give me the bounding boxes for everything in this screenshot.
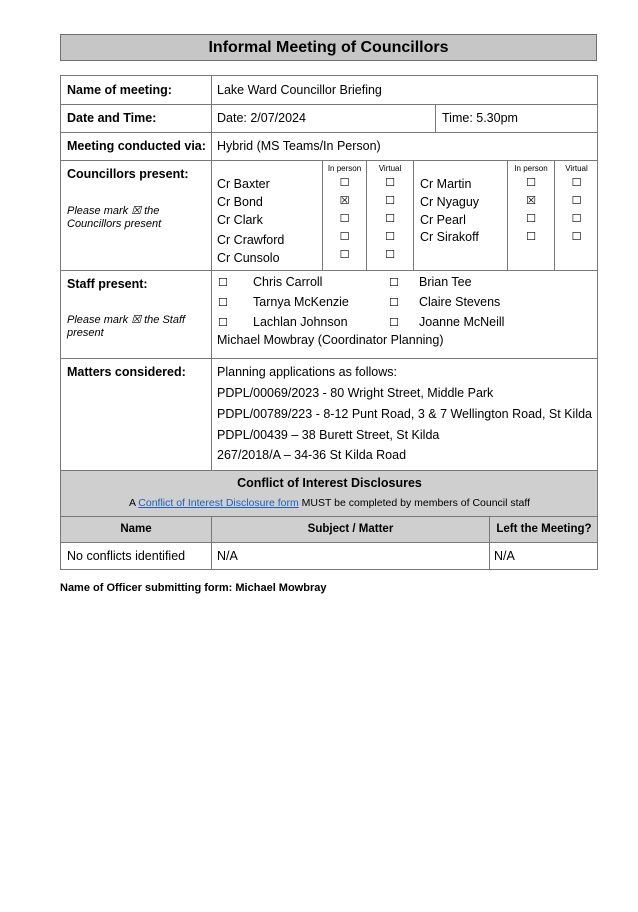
- councillor-name: Cr Nyaguy: [420, 195, 480, 209]
- councillors-hint: Please mark ☒ the Councillors present: [67, 205, 162, 230]
- staff-label: Staff present:: [67, 277, 148, 291]
- matters-line: PDPL/00439 – 38 Burett Street, St Kilda: [217, 428, 440, 442]
- row-divider: [61, 104, 597, 105]
- staff-name: Chris Carroll: [253, 275, 323, 289]
- staff-checkbox[interactable]: ☐: [218, 296, 228, 309]
- staff-extra: Michael Mowbray (Coordinator Planning): [217, 333, 444, 347]
- in-person-checkbox[interactable]: ☐: [526, 212, 536, 225]
- staff-name: Brian Tee: [419, 275, 472, 289]
- form-title: Informal Meeting of Councillors: [60, 34, 597, 61]
- staff-name: Claire Stevens: [419, 295, 501, 309]
- row-divider: [61, 470, 597, 471]
- virtual-header: Virtual: [378, 164, 402, 173]
- councillor-name: Cr Crawford: [217, 233, 285, 247]
- staff-name: Lachlan Johnson: [253, 315, 348, 329]
- in-person-header: In person: [327, 164, 362, 173]
- virtual-checkbox[interactable]: ☐: [385, 212, 395, 225]
- virtual-checkbox[interactable]: ☐: [571, 194, 582, 207]
- staff-checkbox[interactable]: ☐: [389, 316, 399, 329]
- in-person-checkbox[interactable]: ☒: [339, 194, 350, 207]
- staff-checkbox[interactable]: ☐: [389, 276, 399, 289]
- conflict-row-name: No conflicts identified: [67, 549, 186, 563]
- in-person-checkbox[interactable]: ☐: [526, 176, 536, 189]
- label-column-divider: [211, 76, 212, 470]
- conflict-note-prefix: A: [128, 497, 139, 509]
- councillor-name: Cr Pearl: [420, 213, 466, 227]
- col-header-left-meeting: Left the Meeting?: [496, 523, 592, 535]
- in-person-checkbox[interactable]: ☐: [339, 176, 350, 189]
- row-divider: [61, 270, 597, 271]
- matters-line: 267/2018/A – 34-36 St Kilda Road: [217, 448, 407, 462]
- councillor-name: Cr Sirakoff: [420, 230, 479, 244]
- in-person-checkbox[interactable]: ☐: [526, 230, 536, 243]
- in-person-header: In person: [514, 164, 548, 173]
- councillor-divider: [413, 160, 414, 270]
- councillor-name: Cr Baxter: [217, 177, 270, 191]
- matters-line: PDPL/00069/2023 - 80 Wright Street, Middle Park: [217, 386, 494, 400]
- col-header-name: Name: [120, 523, 152, 535]
- in-person-checkbox[interactable]: ☐: [339, 212, 350, 225]
- matters-line: Planning applications as follows:: [217, 365, 397, 379]
- row-divider: [61, 542, 597, 543]
- staff-name: Joanne McNeill: [419, 315, 505, 329]
- virtual-checkbox[interactable]: ☐: [385, 230, 395, 243]
- meeting-name-label: Name of meeting:: [67, 83, 172, 97]
- conflict-row-left: N/A: [494, 549, 515, 563]
- time-value: Time: 5.30pm: [442, 111, 518, 125]
- meeting-via-value: Hybrid (MS Teams/In Person): [217, 139, 381, 153]
- virtual-checkbox[interactable]: ☐: [571, 212, 582, 225]
- meeting-name-value: Lake Ward Councillor Briefing: [217, 83, 382, 97]
- footer-officer: Name of Officer submitting form: Michael Mowbray: [60, 582, 327, 594]
- matters-line: PDPL/00789/223 - 8-12 Punt Road, 3 & 7 Wellington Road, St Kilda: [217, 407, 593, 421]
- staff-hint: Please mark ☒ the Staff present: [67, 314, 186, 339]
- row-divider: [61, 516, 597, 517]
- matters-label: Matters considered:: [67, 365, 186, 379]
- conflict-note: [61, 497, 598, 510]
- staff-checkbox[interactable]: ☐: [218, 276, 228, 289]
- virtual-checkbox[interactable]: ☐: [571, 176, 582, 189]
- datetime-label: Date and Time:: [67, 111, 157, 125]
- meeting-form: [60, 75, 598, 570]
- in-person-checkbox[interactable]: ☒: [526, 194, 536, 207]
- councillors-label: Councillors present:: [67, 167, 189, 181]
- staff-name: Tarnya McKenzie: [253, 295, 349, 309]
- staff-checkbox[interactable]: ☐: [218, 316, 228, 329]
- conflict-note-suffix: MUST be completed by members of Council staff: [298, 497, 531, 509]
- virtual-header: Virtual: [565, 164, 588, 173]
- councillor-name: Cr Cunsolo: [217, 251, 280, 265]
- councillor-name: Cr Bond: [217, 195, 263, 209]
- row-divider: [61, 358, 597, 359]
- virtual-checkbox[interactable]: ☐: [571, 230, 582, 243]
- councillor-name: Cr Martin: [420, 177, 472, 191]
- virtual-checkbox[interactable]: ☐: [385, 194, 395, 207]
- time-divider: [435, 104, 436, 132]
- in-person-checkbox[interactable]: ☐: [339, 230, 350, 243]
- row-divider: [61, 160, 597, 161]
- meeting-via-label: Meeting conducted via:: [67, 139, 206, 153]
- virtual-checkbox[interactable]: ☐: [385, 248, 395, 261]
- in-person-checkbox[interactable]: ☐: [339, 248, 350, 261]
- row-divider: [61, 132, 597, 133]
- conflict-form-link[interactable]: Conflict of Interest Disclosure form: [138, 497, 299, 509]
- conflict-title: Conflict of Interest Disclosures: [237, 476, 422, 490]
- date-value: Date: 2/07/2024: [217, 111, 306, 125]
- col-header-subject: Subject / Matter: [307, 523, 394, 535]
- virtual-checkbox[interactable]: ☐: [385, 176, 395, 189]
- conflict-row-subject: N/A: [217, 549, 238, 563]
- staff-checkbox[interactable]: ☐: [389, 296, 399, 309]
- councillor-name: Cr Clark: [217, 213, 263, 227]
